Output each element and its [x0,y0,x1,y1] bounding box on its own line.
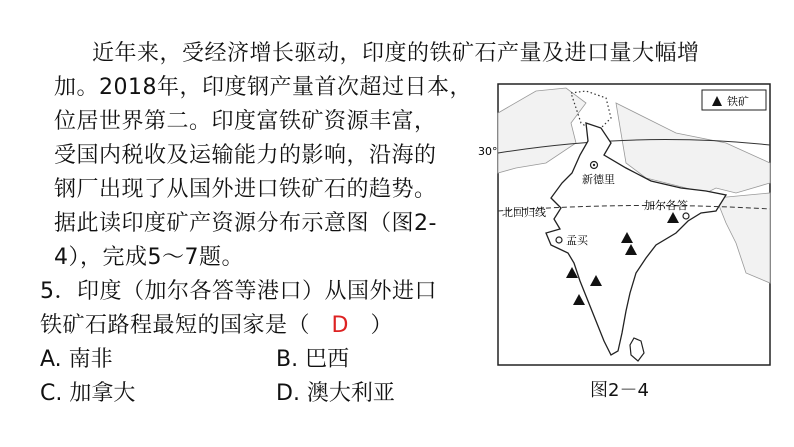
option-a: A. 南非 [40,347,113,372]
legend-label: 铁矿 [727,95,749,108]
question-close-paren: ） [370,313,393,338]
city-label-new-delhi: 新德里 [582,173,615,186]
question-line-2 [40,312,393,340]
latitude-label: 30° [478,145,498,158]
figure-caption: 图2－4 [590,380,649,401]
city-marker-icon [556,237,562,243]
passage-line-5: 钢厂出现了从国外进口铁矿石的趋势。 [54,177,437,202]
city-label-mumbai: 孟买 [566,234,588,247]
passage-line-4: 受国内税收及运输能力的影响，沿海的 [54,143,437,168]
option-d: D. 澳大利亚 [276,381,395,406]
question-line-1: 5．印度（加尔各答等港口）从国外进口 [40,279,437,304]
question-stem: 铁矿石路程最短的国家是（ [40,313,311,338]
passage-line-1: 近年来，受经济增长驱动，印度的铁矿石产量及进口量大幅增 [92,41,700,66]
capital-dot-icon [593,164,595,166]
passage-line-6: 据此读印度矿产资源分布示意图（图2- [54,211,437,236]
option-b: B. 巴西 [276,347,350,372]
city-label-kolkata: 加尔各答 [644,199,688,212]
answer-mark: D [331,313,349,338]
option-c: C. 加拿大 [40,381,136,406]
passage-line-3: 位居世界第二。印度富铁矿资源丰富， [54,109,437,134]
tropic-label: 北回归线 [502,206,546,219]
india-mineral-map [476,83,772,367]
passage-line-2: 加。2018年，印度钢产量首次超过日本， [54,75,472,100]
passage-line-7: 4），完成5～7题。 [54,245,244,270]
city-marker-icon [683,213,689,219]
